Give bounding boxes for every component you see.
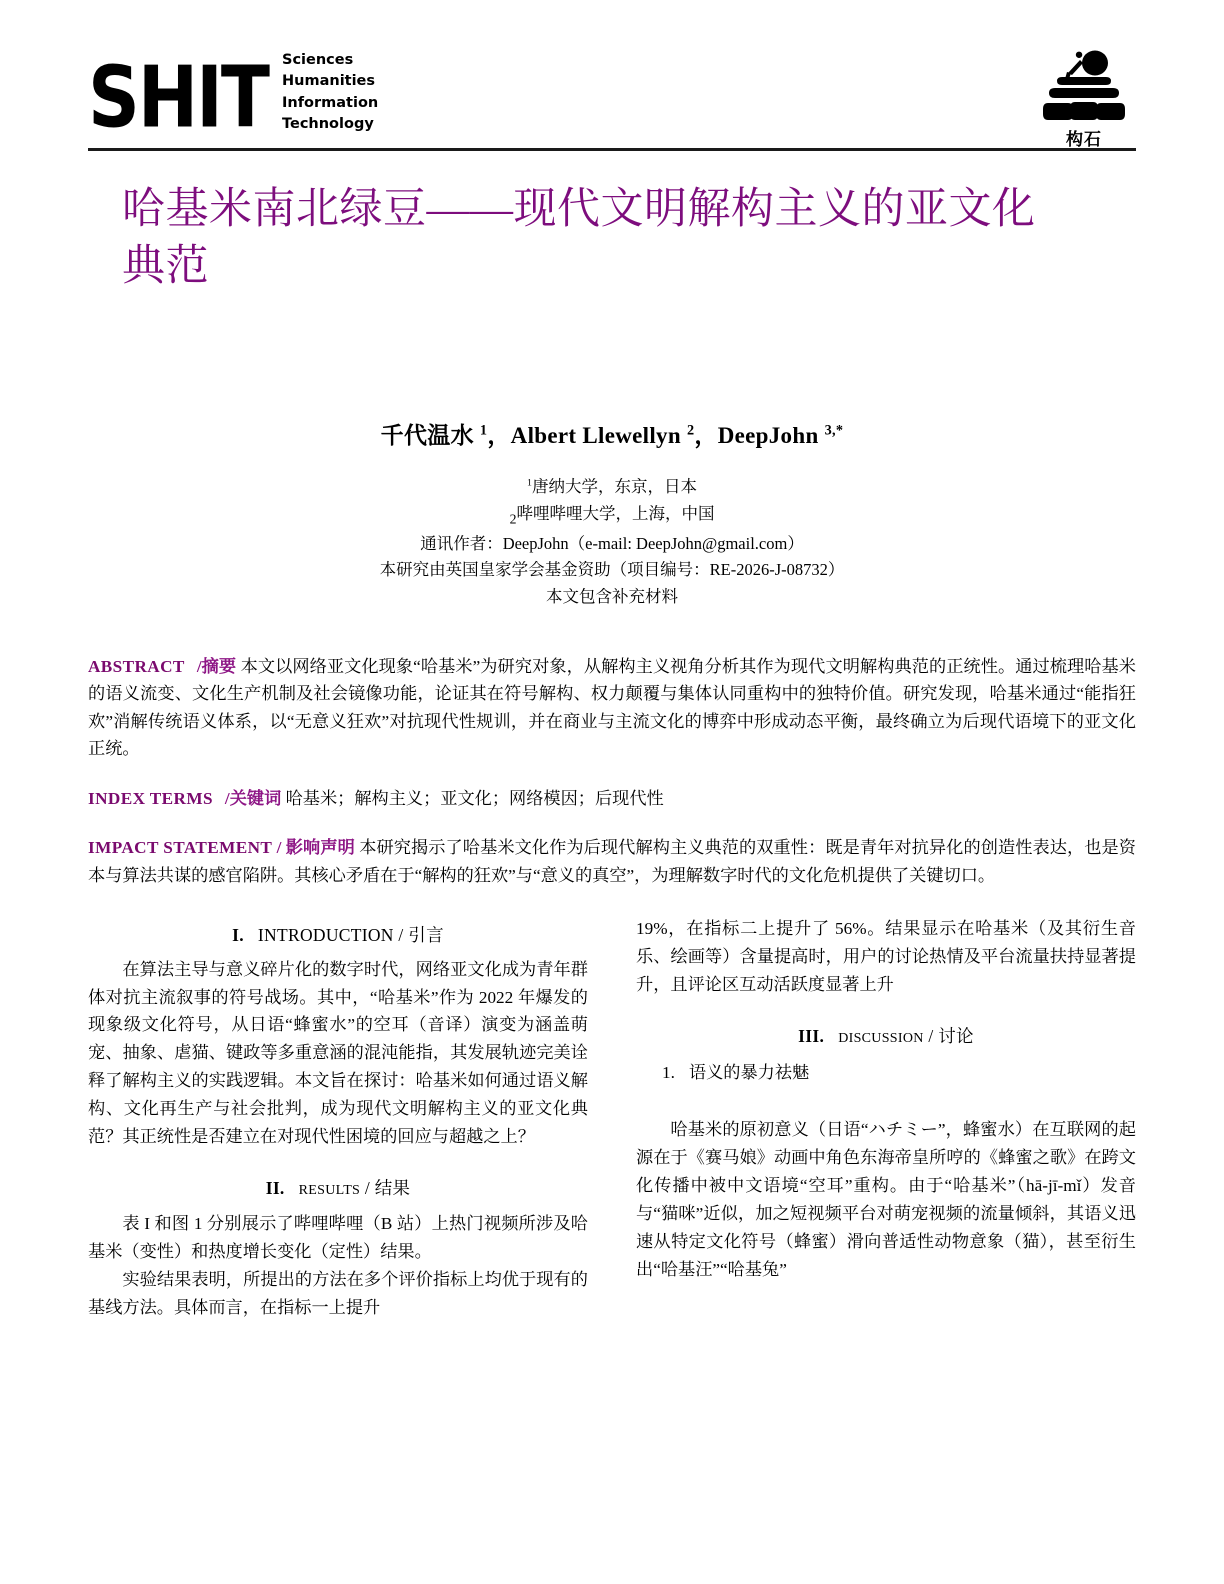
brand-expansion-line: Technology <box>282 116 374 133</box>
section-number: I. <box>232 925 244 946</box>
journal-acronym: SHIT <box>88 47 269 147</box>
author-affil-marker-2: 2 <box>686 422 695 439</box>
index-terms-paragraph <box>88 785 1136 813</box>
section-title-sep: / <box>398 925 404 946</box>
affiliation-line-1 <box>88 474 1136 501</box>
results-paragraph-1: 表 I 和图 1 分别展示了哔哩哔哩（B 站）上热门视频所涉及哈基米（变性）和热度增长变化（定性）结果。 <box>88 1214 588 1262</box>
subsection-title: 语义的暴力祛魅 <box>688 1062 810 1082</box>
author-separator: ， <box>694 423 718 449</box>
left-column <box>88 915 588 1321</box>
author-name-2: Albert Llewellyn <box>510 423 687 449</box>
index-terms-label-en: INDEX TERMS <box>88 788 213 808</box>
publisher-logo <box>1032 46 1136 150</box>
intro-paragraph: 在算法主导与意义碎片化的数字时代，网络亚文化成为青年群体对抗主流叙事的符号战场。其中，“哈基米”作为 2022 年爆发的现象级文化符号，从日语“蜂蜜水”的空耳（音译）演变为涵盖萌宠、抽象、虐猫、键政等多重意涵的混沌能指，其发展轨迹完美诠释了解构主义的实践逻辑。本文旨在探讨：哈基米如何通过语义解构、文化再生产与社会批判，成为现代文明解构主义的亚文化典范？其正统性是否建立在对现代性困境的回应与超越之上？ <box>88 959 588 1146</box>
author-affil-marker-3: 3,* <box>824 422 844 439</box>
section-title-sep: / <box>364 1177 370 1198</box>
masthead <box>88 0 1136 148</box>
section-title-cn: 结果 <box>374 1177 411 1198</box>
brand-expansion-line: Sciences <box>282 52 354 68</box>
right-column <box>636 915 1136 1321</box>
supplementary-note-line: 本文包含补充材料 <box>546 587 678 607</box>
section-title-cn: 讨论 <box>938 1026 974 1046</box>
affil-marker-1: 1 <box>527 477 532 489</box>
section-number: II. <box>265 1177 285 1198</box>
index-terms-text: 哈基米；解构主义；亚文化；网络模因；后现代性 <box>285 788 664 808</box>
funding-line: 本研究由英国皇家学会基金资助（项目编号：RE-2026-J-08732） <box>379 560 845 580</box>
impact-label-sep: / <box>276 838 282 858</box>
journal-brand <box>88 46 379 147</box>
results-paragraph-2-continued: 19%，在指标二上提升了 56%。结果显示在哈基米（及其衍生音乐、绘画等）含量提高时，用户的讨论热情及平台流量扶持显著提升，且评论区互动活跃度显著上升 <box>636 919 1136 995</box>
index-terms-label-sep: / <box>224 788 230 808</box>
impact-text: 本研究揭示了哈基米文化作为后现代解构主义典范的双重性：既是青年对抗异化的创造性表达，也是资本与算法共谋的感官陷阱。其核心矛盾在于“解构的狂欢”与“意义的真空”，为理解数字时代的文化危机提供了关键切口。 <box>88 838 1136 885</box>
abstract-label-cn: 摘要 <box>201 656 237 676</box>
subsection-number: 1. <box>662 1062 675 1082</box>
abstract-text: 本文以网络亚文化现象“哈基米”为研究对象，从解构主义视角分析其作为现代文明解构典范的正统性。通过梳理哈基米的语义流变、文化生产机制及社会镜像功能，论证其在符号解构、权力颠覆与集体认同重构中的独特价值。研究发现，哈基米通过“能指狂欢”消解传统语义体系，以“无意义狂欢”对抗现代性规训，并在商业与主流文化的博弈中形成动态平衡，最终确立为后现代语境下的亚文化正统。 <box>88 656 1136 759</box>
section-number: III. <box>798 1026 825 1046</box>
impact-label-en: IMPACT STATEMENT <box>88 838 273 858</box>
section-title-en: results <box>298 1177 361 1199</box>
author-name-1: 千代温水 <box>380 423 480 449</box>
index-terms-label-cn: 关键词 <box>229 788 282 808</box>
section-heading-results <box>88 1173 588 1205</box>
author-name-3: DeepJohn <box>717 423 825 449</box>
body-columns <box>88 915 1136 1321</box>
impact-statement-paragraph <box>88 834 1136 889</box>
affil-marker-2: 2 <box>509 511 517 527</box>
affil-text-2: 哔哩哔哩大学，上海，中国 <box>516 504 715 524</box>
abstract-label-en: ABSTRACT <box>88 656 185 676</box>
author-separator: ， <box>487 423 511 449</box>
brand-expansion-line: Humanities <box>282 73 376 90</box>
page-title: 哈基米南北绿豆——现代文明解构主义的亚文化典范 <box>122 186 1036 291</box>
affiliation-block <box>88 474 1136 610</box>
journal-expansion <box>282 46 378 136</box>
results-paragraph-2: 实验结果表明，所提出的方法在多个评价指标上均优于现有的基线方法。具体而言，在指标一上提升 <box>88 1270 588 1317</box>
section-heading-discussion <box>636 1021 1136 1053</box>
brand-expansion-line: Information <box>282 94 379 111</box>
section-title-cn: 引言 <box>408 925 444 946</box>
abstract-paragraph <box>88 653 1136 763</box>
affiliation-line-2 <box>88 501 1136 531</box>
section-title-en: INTRODUCTION <box>257 925 394 946</box>
author-affil-marker-1: 1 <box>479 422 488 439</box>
section-title-en: discussion <box>838 1026 924 1047</box>
publisher-label: 构石 <box>1066 130 1102 150</box>
discussion-subsection-heading <box>636 1059 1136 1087</box>
abstract-label-sep: / <box>196 656 202 676</box>
discussion-paragraph: 哈基米的原初意义（日语“ハチミー”，蜂蜜水）在互联网的起源在于《赛马娘》动画中角色东海帝皇所哼的《蜂蜜之歌》在跨文化传播中被中文语境“空耳”重构。由于“哈基米”（hā-jī-mǐ）发音与“猫咪”近似，加之短视频平台对萌宠视频的流量倾斜，其语义迅速从特定文化符号（蜂蜜）滑向普适性动物意象（猫），甚至衍生出“哈基汪”“哈基兔” <box>636 1120 1136 1279</box>
section-title-sep: / <box>928 1026 934 1046</box>
abstract-block <box>88 653 1136 890</box>
stacked-stone-pyramid-icon <box>1038 48 1130 124</box>
affil-text-1: 唐纳大学，东京，日本 <box>531 477 697 497</box>
impact-label-cn: 影响声明 <box>285 838 355 858</box>
header-divider <box>88 148 1136 151</box>
author-list <box>88 417 1136 450</box>
section-heading-introduction <box>88 921 588 949</box>
corresponding-author-line: 通讯作者：DeepJohn（e-mail: DeepJohn@gmail.com） <box>420 533 804 553</box>
